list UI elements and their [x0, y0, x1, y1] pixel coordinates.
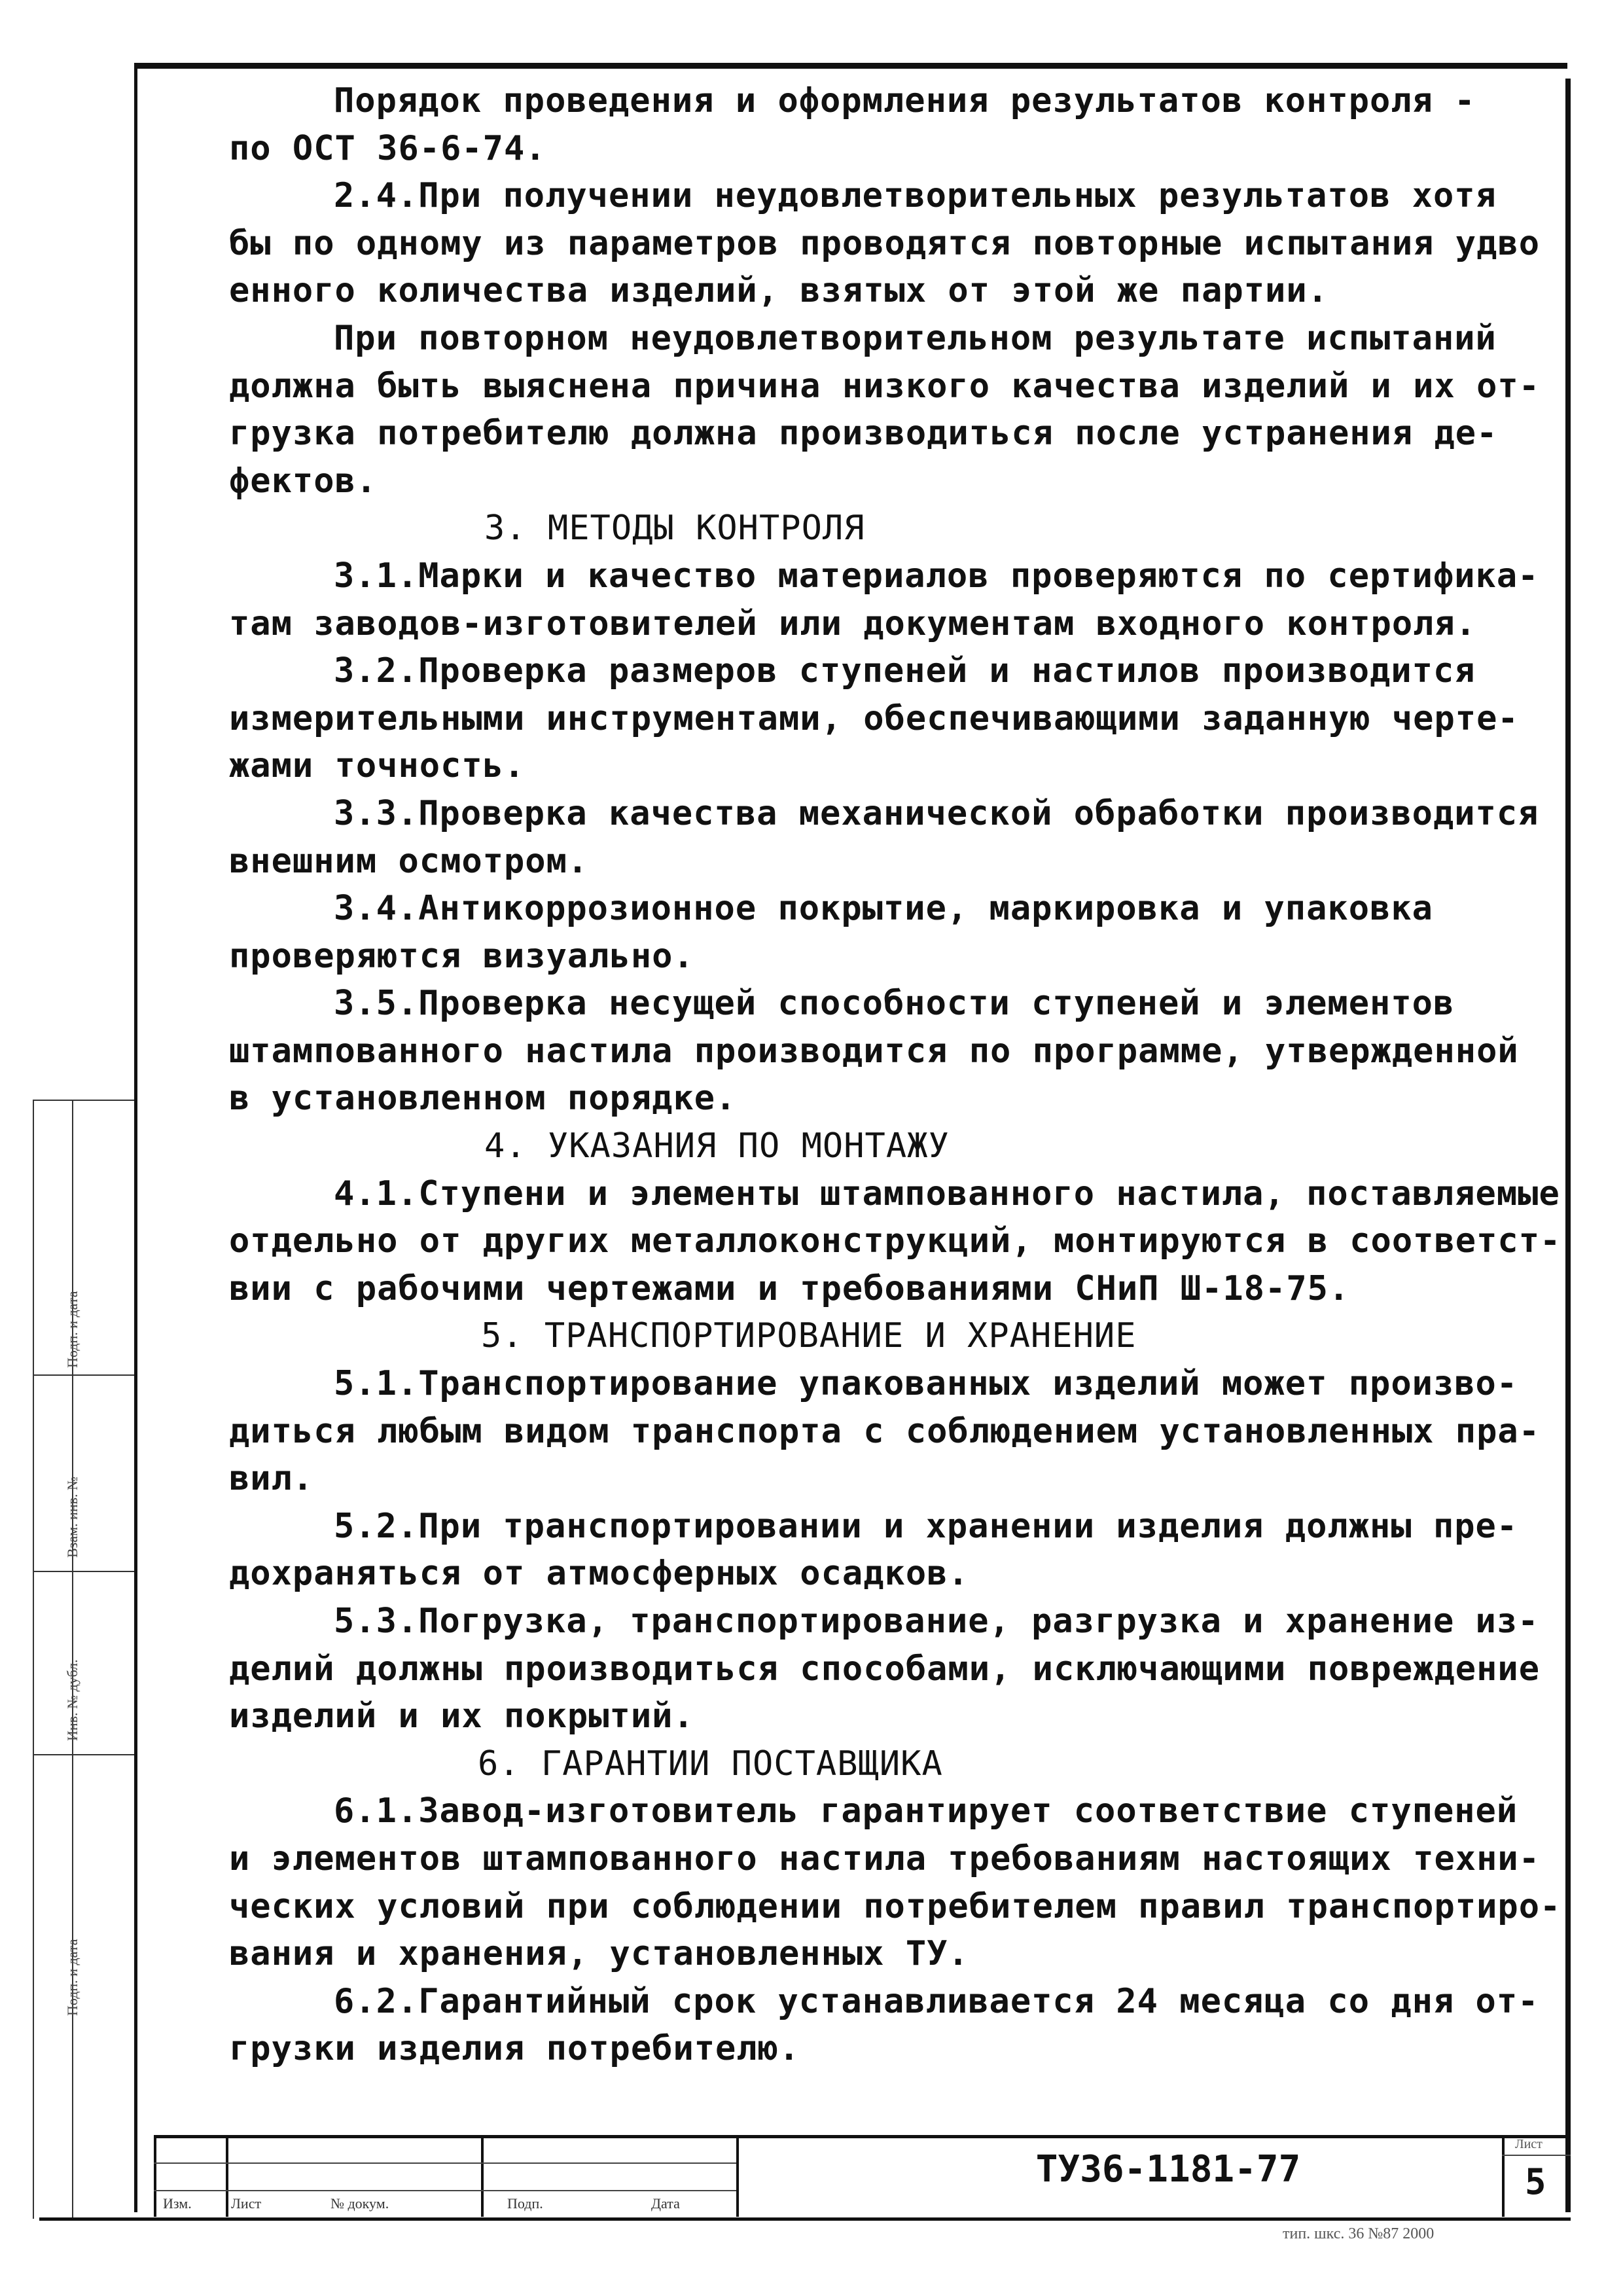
text-line: дохраняться от атмосферных осадков.: [229, 1554, 969, 1594]
text-line: 5.1.Транспортирование упакованных изделий может произво-: [334, 1364, 1518, 1404]
text-line: При повторном неудовлетворительном результате испытаний: [334, 318, 1497, 358]
text-line: Порядок проведения и оформления результатов контроля -: [334, 81, 1476, 120]
title-block-divider: [226, 2135, 228, 2217]
title-block-divider: [1502, 2135, 1505, 2217]
document-code: ТУ36-1181-77: [1035, 2148, 1301, 2191]
text-line: грузки изделия потребителю.: [229, 2029, 800, 2069]
title-block-col-doc-no: № докум.: [330, 2195, 389, 2212]
title-block-col-change: Изм.: [163, 2195, 192, 2212]
title-block-divider: [481, 2135, 484, 2217]
text-line: 2.4.При получении неудовлетворительных результатов хотя: [334, 176, 1497, 216]
title-block-top-rule: [154, 2135, 1571, 2138]
text-line: вии с рабочими чертежами и требованиями СНиП Ш-18-75.: [229, 1268, 1350, 1308]
title-block: [154, 2135, 1571, 2217]
text-line: грузка потребителю должна производиться после устранения де-: [229, 414, 1498, 454]
margin-label-sign-date-bottom: Подп. и дата: [64, 1939, 80, 2016]
margin-line: [33, 1100, 134, 1101]
text-line: по ОСТ 36-6-74.: [229, 128, 546, 168]
text-line: проверяются визуально.: [229, 936, 694, 976]
text-line: 6.1.Завод-изготовитель гарантирует соответствие ступеней: [334, 1791, 1518, 1831]
text-line: вил.: [229, 1459, 314, 1499]
margin-label-replace-inv: Взам. инв. №: [64, 1477, 80, 1558]
text-line: 3.2.Проверка размеров ступеней и настилов производится: [334, 651, 1476, 691]
text-line: 5.2.При транспортировании и хранении изделия должны пре-: [334, 1506, 1518, 1546]
text-line: и элементов штампованного настила требованиям настоящих техни-: [229, 1839, 1541, 1878]
text-line: ческих условий при соблюдении потребителем правил транспортиро-: [229, 1886, 1561, 1926]
title-block-col-sheet: Лист: [231, 2195, 262, 2212]
text-line: фектов.: [229, 461, 378, 501]
section-heading: 5. ТРАНСПОРТИРОВАНИЕ И ХРАНЕНИЕ: [481, 1316, 1137, 1356]
text-line: диться любым видом транспорта с соблюдением установленных пра-: [229, 1411, 1541, 1451]
sheet-label: Лист: [1515, 2137, 1543, 2151]
title-block-row-line: [154, 2190, 736, 2191]
sheet-number: 5: [1525, 2161, 1546, 2202]
text-line: вания и хранения, установленных ТУ.: [229, 1934, 969, 1974]
margin-line: [33, 1100, 34, 2219]
margin-line: [33, 1571, 134, 1572]
title-block-divider: [154, 2135, 156, 2217]
text-line: енного количества изделий, взятых от этой же партии.: [229, 271, 1329, 311]
sheet-left-border: [134, 65, 137, 2212]
text-line: 3.1.Марки и качество материалов проверяются по сертифика-: [334, 556, 1539, 596]
text-line: там заводов-изготовителей или документам входного контроля.: [229, 603, 1477, 643]
text-line: штампованного настила производится по программе, утвержденной: [229, 1031, 1519, 1071]
text-line: отдельно от других металлоконструкций, монтируются в соответст-: [229, 1221, 1561, 1261]
text-line: внешним осмотром.: [229, 841, 589, 881]
title-block-col-date: Дата: [651, 2195, 680, 2212]
sheet-bottom-border: [39, 2217, 1571, 2221]
sheet-top-border: [134, 63, 1567, 69]
text-line: делий должны производиться способами, исключающими повреждение: [229, 1649, 1541, 1689]
text-line: измерительными инструментами, обеспечивающими заданную черте-: [229, 698, 1519, 738]
text-line: в установленном порядке.: [229, 1079, 737, 1119]
title-block-col-signature: Подп.: [507, 2195, 543, 2212]
section-heading: 3. МЕТОДЫ КОНТРОЛЯ: [484, 509, 865, 548]
margin-label-inv-dupl: Инв. № дубл.: [64, 1659, 80, 1741]
text-line: бы по одному из параметров проводятся повторные испытания удво: [229, 223, 1541, 263]
text-line: 5.3.Погрузка, транспортирование, разгрузка и хранение из-: [334, 1602, 1539, 1641]
title-block-row-line: [154, 2162, 736, 2164]
margin-line: [33, 1754, 134, 1755]
text-line: 3.4.Антикоррозионное покрытие, маркировка и упаковка: [334, 889, 1433, 929]
text-line: 3.5.Проверка несущей способности ступеней и элементов: [334, 984, 1455, 1024]
title-block-divider: [736, 2135, 739, 2217]
text-line: жами точность.: [229, 746, 526, 786]
document-body: [229, 77, 1571, 2073]
text-line: 6.2.Гарантийный срок устанавливается 24 месяца со дня от-: [334, 1981, 1539, 2021]
section-heading: 6. ГАРАНТИИ ПОСТАВЩИКА: [478, 1744, 943, 1784]
margin-line: [33, 1374, 134, 1376]
text-line: должна быть выяснена причина низкого качества изделий и их от-: [229, 366, 1541, 406]
binding-margin: [33, 1100, 134, 2219]
margin-label-sign-date-top: Подп. и дата: [64, 1291, 80, 1368]
text-line: изделий и их покрытий.: [229, 1696, 694, 1736]
section-heading: 4. УКАЗАНИЯ ПО МОНТАЖУ: [484, 1126, 950, 1166]
print-footer-note: тип. шкс. 36 №87 2000: [1283, 2225, 1435, 2242]
text-line: 4.1.Ступени и элементы штампованного настила, поставляемые: [334, 1174, 1560, 1213]
title-block-row-line: [1502, 2155, 1571, 2156]
text-line: 3.3.Проверка качества механической обработки производится: [334, 793, 1539, 833]
